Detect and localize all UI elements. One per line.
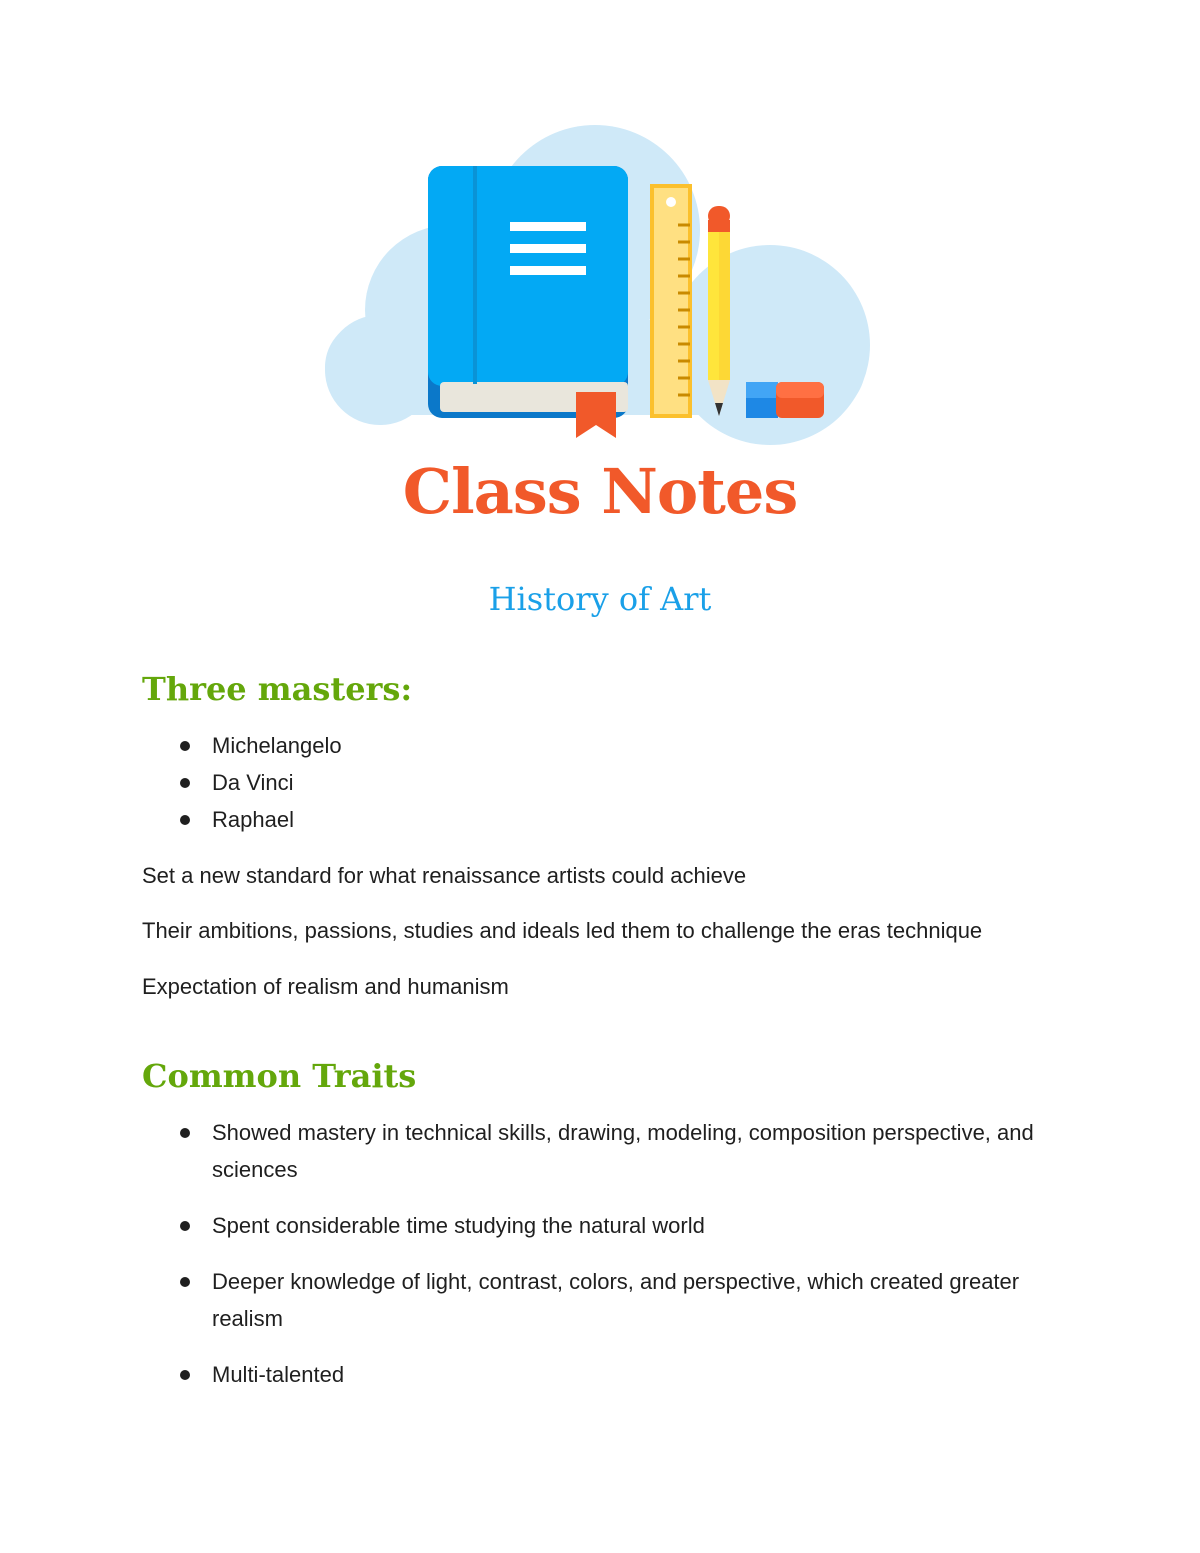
list-item-text: Michelangelo [212, 733, 342, 758]
list-item-text: Deeper knowledge of light, contrast, colors, and perspective, which created greater realism [212, 1269, 1020, 1331]
pencil-icon [708, 206, 730, 416]
bullet-icon [180, 1370, 190, 1380]
paragraph: Set a new standard for what renaissance artists could achieve [142, 863, 747, 888]
list-item-text: Multi-talented [212, 1362, 345, 1387]
list-item [180, 727, 1080, 764]
bullet-icon [180, 741, 190, 751]
bullet-icon [180, 1128, 190, 1138]
list-item [180, 1114, 1080, 1188]
list-item [180, 1356, 1080, 1393]
eraser-icon [746, 382, 824, 418]
list-item-text: Raphael [212, 807, 294, 832]
paragraph: Expectation of realism and humanism [142, 974, 509, 999]
bullet-icon [180, 1221, 190, 1231]
ruler-icon [652, 186, 690, 416]
list-item-text: Spent considerable time studying the natural world [212, 1213, 705, 1238]
list-item-text: Da Vinci [212, 770, 294, 795]
document-title: Class Notes [402, 455, 798, 528]
bullet-icon [180, 815, 190, 825]
list-item [180, 1207, 1080, 1244]
traits-list [180, 1114, 1080, 1412]
list-item-text: Showed mastery in technical skills, drawing, modeling, composition perspective, and sciences [212, 1120, 1034, 1182]
section-heading-common-traits: Common Traits [142, 1057, 417, 1095]
bookmark-icon [576, 392, 616, 438]
list-item [180, 801, 1080, 838]
section-heading-three-masters: Three masters: [142, 670, 413, 708]
document-subtitle: History of Art [488, 580, 712, 618]
book-icon [428, 166, 628, 418]
masters-list [180, 727, 1080, 838]
bullet-icon [180, 778, 190, 788]
list-item [180, 764, 1080, 801]
bullet-icon [180, 1277, 190, 1287]
paragraph: Their ambitions, passions, studies and ideals led them to challenge the eras technique [142, 918, 983, 943]
header-illustration [320, 120, 880, 450]
list-item [180, 1263, 1080, 1337]
